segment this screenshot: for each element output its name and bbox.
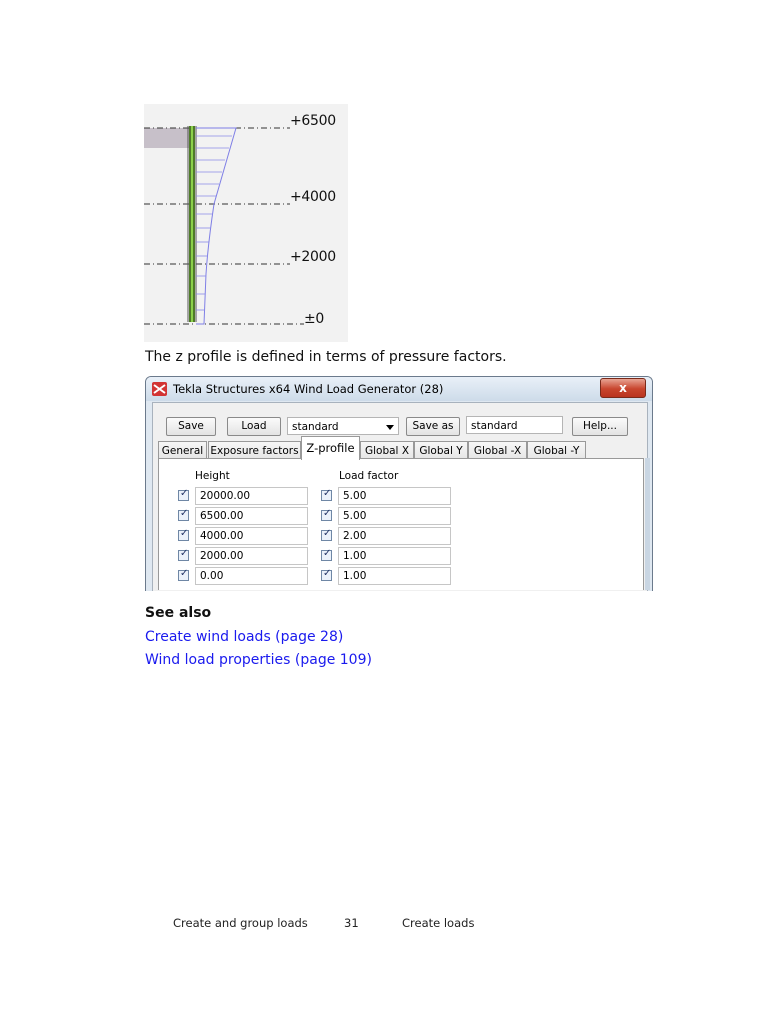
tekla-app-icon <box>152 382 167 396</box>
see-also-heading: See also <box>145 605 212 621</box>
factor-row-checkbox[interactable] <box>321 490 332 501</box>
footer-section: Create and group loads <box>173 916 308 930</box>
height-input[interactable]: 6500.00 <box>195 507 308 525</box>
checkmark-icon: ✓ <box>180 488 189 499</box>
dialog-scrollbar[interactable] <box>645 458 650 590</box>
height-column-header: Height <box>195 470 230 482</box>
save-button[interactable]: Save <box>166 417 216 436</box>
factor-row-checkbox[interactable] <box>321 570 332 581</box>
tab-global-x[interactable]: Global X <box>360 441 414 460</box>
level-label-6500: +6500 <box>290 113 336 129</box>
wind-profile-drawing <box>144 104 348 342</box>
factor-row-checkbox[interactable] <box>321 550 332 561</box>
load-factor-input[interactable]: 1.00 <box>338 567 451 585</box>
factor-row-checkbox[interactable] <box>321 530 332 541</box>
level-label-2000: +2000 <box>290 249 336 265</box>
checkmark-icon: ✓ <box>323 488 332 499</box>
checkmark-icon: ✓ <box>323 568 332 579</box>
save-as-name-input[interactable]: standard <box>466 416 563 434</box>
height-input[interactable]: 2000.00 <box>195 547 308 565</box>
tab-exposure-factors[interactable]: Exposure factors <box>208 441 301 460</box>
factor-row-checkbox[interactable] <box>321 510 332 521</box>
checkmark-icon: ✓ <box>180 568 189 579</box>
slab-section <box>144 128 194 148</box>
load-factor-input[interactable]: 5.00 <box>338 487 451 505</box>
height-row-checkbox[interactable] <box>178 570 189 581</box>
z-profile-description: The z profile is defined in terms of pressure factors. <box>145 349 507 365</box>
footer-page-number: 31 <box>344 916 359 930</box>
link-wind-load-properties[interactable]: Wind load properties (page 109) <box>145 652 372 668</box>
height-row-checkbox[interactable] <box>178 490 189 501</box>
close-button[interactable]: x <box>600 378 646 398</box>
preset-select-value: standard <box>292 421 339 433</box>
dialog-title: Tekla Structures x64 Wind Load Generator (28) <box>173 382 444 396</box>
checkmark-icon: ✓ <box>323 528 332 539</box>
tab-z-profile[interactable]: Z-profile <box>301 436 360 460</box>
height-row-checkbox[interactable] <box>178 530 189 541</box>
load-factor-column-header: Load factor <box>339 470 399 482</box>
checkmark-icon: ✓ <box>180 528 189 539</box>
checkmark-icon: ✓ <box>180 548 189 559</box>
chevron-down-icon[interactable] <box>386 425 394 430</box>
footer-topic: Create loads <box>402 916 475 930</box>
load-button[interactable]: Load <box>227 417 281 436</box>
load-factor-input[interactable]: 5.00 <box>338 507 451 525</box>
wind-profile-figure <box>144 104 348 342</box>
tab-global-neg-y[interactable]: Global -Y <box>527 441 586 460</box>
help-button[interactable]: Help... <box>572 417 628 436</box>
dialog-titlebar[interactable] <box>146 377 652 401</box>
level-label-4000: +4000 <box>290 189 336 205</box>
height-input[interactable]: 0.00 <box>195 567 308 585</box>
tab-global-neg-x[interactable]: Global -X <box>468 441 527 460</box>
preset-select[interactable] <box>287 417 399 435</box>
height-row-checkbox[interactable] <box>178 510 189 521</box>
height-row-checkbox[interactable] <box>178 550 189 561</box>
wind-profile-curve <box>196 128 236 324</box>
link-create-wind-loads[interactable]: Create wind loads (page 28) <box>145 629 344 645</box>
checkmark-icon: ✓ <box>180 508 189 519</box>
save-as-button[interactable]: Save as <box>406 417 460 436</box>
checkmark-icon: ✓ <box>323 548 332 559</box>
load-factor-input[interactable]: 2.00 <box>338 527 451 545</box>
tab-global-y[interactable]: Global Y <box>414 441 468 460</box>
checkmark-icon: ✓ <box>323 508 332 519</box>
load-factor-input[interactable]: 1.00 <box>338 547 451 565</box>
tab-general[interactable]: General <box>158 441 207 460</box>
height-input[interactable]: 4000.00 <box>195 527 308 545</box>
level-label-0: ±0 <box>304 311 325 327</box>
height-input[interactable]: 20000.00 <box>195 487 308 505</box>
